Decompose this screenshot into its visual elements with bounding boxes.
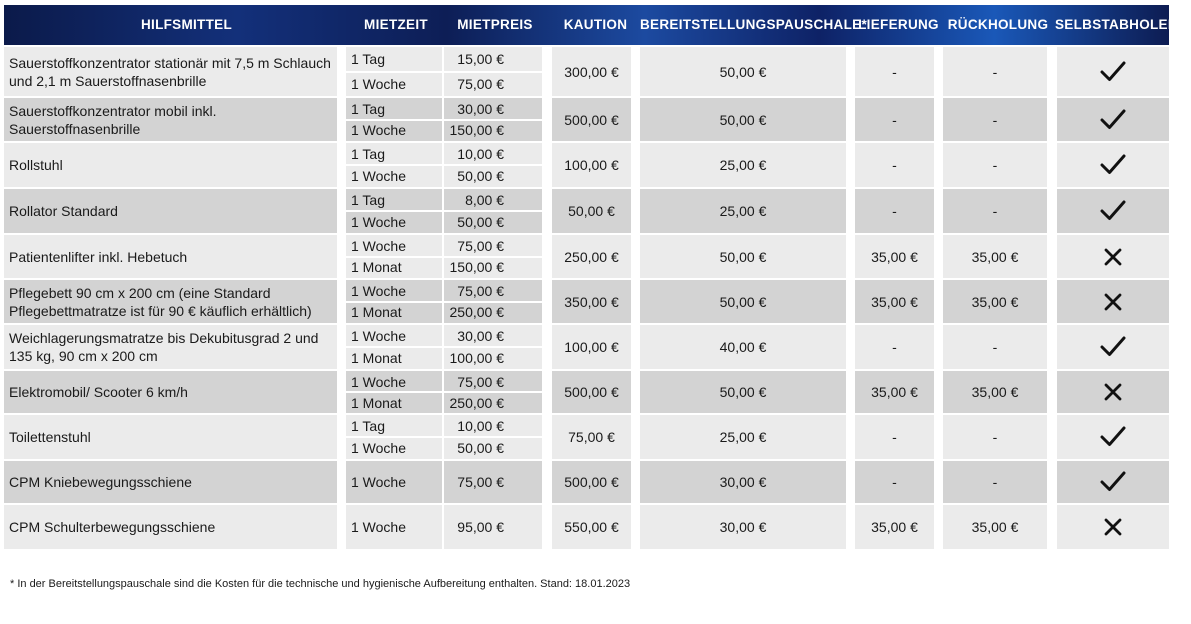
checkmark-icon bbox=[1100, 61, 1126, 83]
deposit-value: 100,00 € bbox=[552, 143, 631, 187]
self-pickup-cell bbox=[1057, 189, 1169, 233]
delivery-value: - bbox=[855, 325, 934, 369]
self-pickup-cell bbox=[1057, 325, 1169, 369]
rental-period: 1 Tag bbox=[351, 418, 385, 434]
rental-price: 250,00 € bbox=[449, 304, 504, 321]
row-divider bbox=[444, 391, 542, 393]
rental-period-cell bbox=[346, 505, 442, 549]
row-divider bbox=[346, 71, 442, 73]
pickup-value: - bbox=[943, 415, 1047, 459]
pickup-value: - bbox=[943, 47, 1047, 96]
rental-period-cell bbox=[346, 143, 442, 187]
column-header-kaution: KAUTION bbox=[563, 17, 628, 32]
rental-price: 50,00 € bbox=[457, 440, 504, 456]
delivery-value: - bbox=[855, 47, 934, 96]
row-divider bbox=[444, 436, 542, 438]
deposit-value: 300,00 € bbox=[552, 47, 631, 96]
checkmark-icon bbox=[1100, 154, 1126, 176]
provision-fee-value: 50,00 € bbox=[640, 98, 846, 141]
column-header-bereitstellungspauschale: BEREITSTELLUNGSPAUSCHALE* bbox=[640, 17, 868, 32]
rental-price: 8,00 € bbox=[465, 192, 504, 208]
rental-price: 30,00 € bbox=[457, 328, 504, 344]
pickup-value: - bbox=[943, 325, 1047, 369]
provision-fee-value: 50,00 € bbox=[640, 235, 846, 278]
rental-period: 1 Woche bbox=[351, 237, 406, 254]
checkmark-icon bbox=[1100, 109, 1126, 131]
item-name: Weichlagerungsmatratze bis Dekubitusgrad 2 und 135 kg, 90 cm x 200 cm bbox=[4, 325, 337, 369]
delivery-value: 35,00 € bbox=[855, 505, 934, 549]
rental-period-cell bbox=[346, 189, 442, 233]
self-pickup-cell bbox=[1057, 415, 1169, 459]
rental-price-cell bbox=[444, 98, 542, 141]
rental-period: 1 Woche bbox=[351, 373, 406, 390]
rental-price: 10,00 € bbox=[457, 418, 504, 434]
provision-fee-value: 25,00 € bbox=[640, 189, 846, 233]
pickup-value: - bbox=[943, 98, 1047, 141]
rental-period: 1 Monat bbox=[351, 304, 402, 321]
row-divider bbox=[444, 210, 542, 212]
rental-period-cell bbox=[346, 235, 442, 278]
row-divider bbox=[346, 436, 442, 438]
row-divider bbox=[346, 301, 442, 303]
delivery-value: 35,00 € bbox=[855, 371, 934, 413]
rental-price-cell bbox=[444, 47, 542, 96]
column-header-mietzeit: MIETZEIT bbox=[364, 17, 428, 32]
checkmark-icon bbox=[1100, 336, 1126, 358]
deposit-value: 50,00 € bbox=[552, 189, 631, 233]
rental-price: 50,00 € bbox=[457, 214, 504, 230]
rental-price: 150,00 € bbox=[449, 122, 504, 139]
provision-fee-value: 25,00 € bbox=[640, 143, 846, 187]
rental-price-cell bbox=[444, 371, 542, 413]
item-name: Elektromobil/ Scooter 6 km/h bbox=[4, 371, 337, 413]
row-divider bbox=[444, 119, 542, 121]
rental-period: 1 Woche bbox=[351, 440, 406, 456]
column-header-lieferung: LIEFERUNG bbox=[858, 17, 939, 32]
column-header-mietpreis: MIETPREIS bbox=[457, 17, 533, 32]
rental-period-cell bbox=[346, 415, 442, 459]
deposit-value: 500,00 € bbox=[552, 461, 631, 503]
rental-price: 15,00 € bbox=[457, 51, 504, 68]
rental-price-cell bbox=[444, 325, 542, 369]
rental-period: 1 Woche bbox=[351, 474, 406, 490]
row-divider bbox=[444, 256, 542, 258]
rental-price-cell bbox=[444, 461, 542, 503]
self-pickup-cell bbox=[1057, 280, 1169, 323]
rental-period-cell bbox=[346, 325, 442, 369]
rental-price-cell bbox=[444, 415, 542, 459]
deposit-value: 350,00 € bbox=[552, 280, 631, 323]
item-name: Sauerstoffkonzentrator stationär mit 7,5 m Schlauch und 2,1 m Sauerstoffnasenbrille bbox=[4, 47, 337, 96]
self-pickup-cell bbox=[1057, 98, 1169, 141]
checkmark-icon bbox=[1100, 426, 1126, 448]
row-divider bbox=[444, 71, 542, 73]
footnote: * In der Bereitstellungspauschale sind die Kosten für die technische und hygienische Aufbereitung enthalten. Stand: 18.01.2023 bbox=[10, 578, 631, 590]
rental-period: 1 Monat bbox=[351, 394, 402, 411]
delivery-value: - bbox=[855, 98, 934, 141]
delivery-value: - bbox=[855, 189, 934, 233]
rental-period: 1 Monat bbox=[351, 350, 402, 366]
item-name: CPM Kniebewegungsschiene bbox=[4, 461, 337, 503]
self-pickup-cell bbox=[1057, 461, 1169, 503]
delivery-value: - bbox=[855, 461, 934, 503]
rental-period: 1 Woche bbox=[351, 282, 406, 299]
rental-price: 150,00 € bbox=[449, 259, 504, 276]
provision-fee-value: 30,00 € bbox=[640, 461, 846, 503]
item-name: Sauerstoffkonzentrator mobil inkl. Sauerstoffnasenbrille bbox=[4, 98, 337, 141]
rental-period: 1 Tag bbox=[351, 51, 385, 68]
row-divider bbox=[444, 346, 542, 348]
pickup-value: 35,00 € bbox=[943, 280, 1047, 323]
row-divider bbox=[346, 346, 442, 348]
rental-price: 75,00 € bbox=[457, 474, 504, 490]
delivery-value: 35,00 € bbox=[855, 235, 934, 278]
column-header-ruckholung: RÜCKHOLUNG bbox=[947, 17, 1049, 32]
rental-period-cell bbox=[346, 280, 442, 323]
row-divider bbox=[346, 256, 442, 258]
pickup-value: 35,00 € bbox=[943, 235, 1047, 278]
cross-icon bbox=[1104, 383, 1122, 401]
item-name: Toilettenstuhl bbox=[4, 415, 337, 459]
item-name: Pflegebett 90 cm x 200 cm (eine Standard Pflegebettmatratze ist für 90 € käuflich erhältlich) bbox=[4, 280, 337, 323]
row-divider bbox=[346, 164, 442, 166]
rental-price: 75,00 € bbox=[457, 75, 504, 92]
rental-period: 1 Tag bbox=[351, 146, 385, 162]
rental-price: 10,00 € bbox=[457, 146, 504, 162]
deposit-value: 500,00 € bbox=[552, 98, 631, 141]
delivery-value: - bbox=[855, 143, 934, 187]
rental-period: 1 Tag bbox=[351, 100, 385, 117]
provision-fee-value: 50,00 € bbox=[640, 371, 846, 413]
checkmark-icon bbox=[1100, 471, 1126, 493]
provision-fee-value: 25,00 € bbox=[640, 415, 846, 459]
self-pickup-cell bbox=[1057, 47, 1169, 96]
rental-price-cell bbox=[444, 505, 542, 549]
rental-price: 75,00 € bbox=[457, 373, 504, 390]
deposit-value: 75,00 € bbox=[552, 415, 631, 459]
rental-price-cell bbox=[444, 189, 542, 233]
rental-price: 95,00 € bbox=[457, 519, 504, 535]
rental-price-cell bbox=[444, 143, 542, 187]
column-header-selbstabholer: SELBSTABHOLER bbox=[1055, 17, 1178, 32]
pickup-value: - bbox=[943, 189, 1047, 233]
rental-price-cell bbox=[444, 280, 542, 323]
rental-price: 250,00 € bbox=[449, 394, 504, 411]
rental-period-cell bbox=[346, 371, 442, 413]
self-pickup-cell bbox=[1057, 371, 1169, 413]
deposit-value: 550,00 € bbox=[552, 505, 631, 549]
row-divider bbox=[444, 301, 542, 303]
row-divider bbox=[346, 210, 442, 212]
row-divider bbox=[346, 119, 442, 121]
rental-period-cell bbox=[346, 47, 442, 96]
rental-period: 1 Woche bbox=[351, 168, 406, 184]
provision-fee-value: 40,00 € bbox=[640, 325, 846, 369]
rental-period: 1 Woche bbox=[351, 122, 406, 139]
deposit-value: 500,00 € bbox=[552, 371, 631, 413]
deposit-value: 250,00 € bbox=[552, 235, 631, 278]
pickup-value: 35,00 € bbox=[943, 505, 1047, 549]
delivery-value: 35,00 € bbox=[855, 280, 934, 323]
rental-period-cell bbox=[346, 461, 442, 503]
item-name: Patientenlifter inkl. Hebetuch bbox=[4, 235, 337, 278]
rental-price: 75,00 € bbox=[457, 282, 504, 299]
checkmark-icon bbox=[1100, 200, 1126, 222]
item-name: Rollstuhl bbox=[4, 143, 337, 187]
rental-price-cell bbox=[444, 235, 542, 278]
self-pickup-cell bbox=[1057, 505, 1169, 549]
provision-fee-value: 30,00 € bbox=[640, 505, 846, 549]
pickup-value: - bbox=[943, 143, 1047, 187]
rental-price: 100,00 € bbox=[449, 350, 504, 366]
cross-icon bbox=[1104, 248, 1122, 266]
delivery-value: - bbox=[855, 415, 934, 459]
rental-period: 1 Tag bbox=[351, 192, 385, 208]
rental-period: 1 Woche bbox=[351, 75, 406, 92]
row-divider bbox=[444, 164, 542, 166]
rental-price: 30,00 € bbox=[457, 100, 504, 117]
deposit-value: 100,00 € bbox=[552, 325, 631, 369]
provision-fee-value: 50,00 € bbox=[640, 280, 846, 323]
rental-price: 75,00 € bbox=[457, 237, 504, 254]
rental-period: 1 Monat bbox=[351, 259, 402, 276]
cross-icon bbox=[1104, 518, 1122, 536]
item-name: Rollator Standard bbox=[4, 189, 337, 233]
rental-period-cell bbox=[346, 98, 442, 141]
rental-period: 1 Woche bbox=[351, 214, 406, 230]
self-pickup-cell bbox=[1057, 143, 1169, 187]
self-pickup-cell bbox=[1057, 235, 1169, 278]
item-name: CPM Schulterbewegungsschiene bbox=[4, 505, 337, 549]
row-divider bbox=[346, 391, 442, 393]
provision-fee-value: 50,00 € bbox=[640, 47, 846, 96]
pickup-value: - bbox=[943, 461, 1047, 503]
column-header-hilfsmittel: HILFSMITTEL bbox=[140, 17, 233, 32]
rental-period: 1 Woche bbox=[351, 328, 406, 344]
rental-period: 1 Woche bbox=[351, 519, 406, 535]
rental-price: 50,00 € bbox=[457, 168, 504, 184]
pickup-value: 35,00 € bbox=[943, 371, 1047, 413]
table-header bbox=[4, 5, 1178, 45]
cross-icon bbox=[1104, 293, 1122, 311]
